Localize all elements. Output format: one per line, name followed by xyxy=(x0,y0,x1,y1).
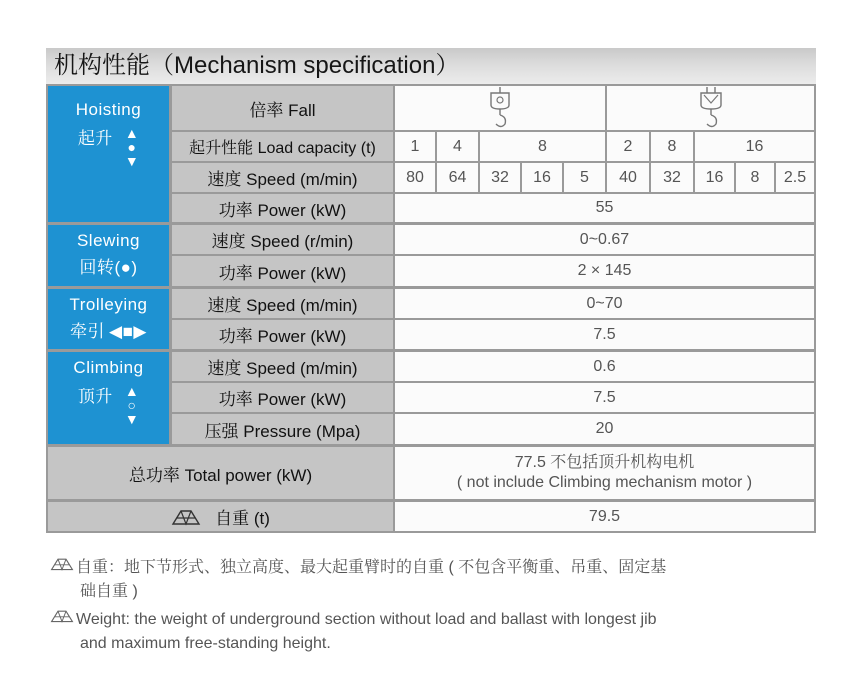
page-title: 机构性能（Mechanism specification） xyxy=(46,48,816,84)
row-label-hoist-speed: 速度 Speed (m/min) xyxy=(172,163,393,192)
slewing-symbol-icon: (●) xyxy=(114,258,138,277)
row-label-climb-power: 功率 Power (kW) xyxy=(172,383,393,412)
category-slewing xyxy=(48,225,169,286)
trolley-power-value: 7.5 xyxy=(395,320,814,349)
category-climbing-en: Climbing xyxy=(73,358,144,377)
category-trolleying-en: Trolleying xyxy=(69,295,148,314)
hoist-speed-cell: 16 xyxy=(695,163,734,192)
row-label-climb-speed: 速度 Speed (m/min) xyxy=(172,352,393,381)
footnote-zh-line2: 础自重 ) xyxy=(80,583,138,601)
load-capacity-cell: 1 xyxy=(395,132,435,161)
load-capacity-cell: 4 xyxy=(437,132,478,161)
double-hook-block-icon xyxy=(696,87,726,129)
category-hoisting-en: Hoisting xyxy=(75,100,142,119)
category-trolleying-zh: 牵引 xyxy=(70,322,106,341)
tower-crane-weight-icon xyxy=(50,556,76,580)
total-power-line2: ( not include Climbing mechanism motor ) xyxy=(456,474,753,491)
tower-crane-weight-icon xyxy=(50,608,76,632)
climb-power-value: 7.5 xyxy=(395,383,814,412)
trolley-speed-value: 0~70 xyxy=(395,289,814,318)
row-label-trolley-speed: 速度 Speed (m/min) xyxy=(172,289,393,318)
category-climbing-zh: 顶升 xyxy=(77,387,113,406)
single-hook-block-icon xyxy=(485,87,515,129)
circle-icon: ○ xyxy=(127,397,137,413)
fall-double-cell xyxy=(607,86,814,130)
hoist-speed-cell: 64 xyxy=(437,163,478,192)
total-power-value xyxy=(395,447,814,499)
hoist-speed-cell: 2.5 xyxy=(776,163,814,192)
trolley-symbol-icon: ◀■▶ xyxy=(109,322,147,341)
down-arrow-icon: ▼ xyxy=(124,411,140,427)
self-weight-label-text: 自重 (t) xyxy=(215,509,270,528)
footnote-en xyxy=(50,608,830,656)
total-power-line1: 77.5 不包括顶升机构电机 xyxy=(514,454,695,471)
slew-speed-value: 0~0.67 xyxy=(395,225,814,254)
climbing-symbol xyxy=(125,384,139,426)
slew-power-value: 2 × 145 xyxy=(395,256,814,286)
row-label-hoist-power: 功率 Power (kW) xyxy=(172,194,393,222)
footnote-zh-line1: 自重：地下节形式、独立高度、最大起重臂时的自重 ( 不包含平衡重、吊重、固定基 xyxy=(76,559,667,577)
hoist-speed-cell: 8 xyxy=(736,163,774,192)
hoist-speed-cell: 80 xyxy=(395,163,435,192)
category-hoisting-zh: 起升 xyxy=(77,129,113,148)
tower-crane-weight-icon xyxy=(171,508,201,526)
category-trolleying xyxy=(48,289,169,349)
mechanism-spec-table xyxy=(46,84,816,533)
fall-single-cell xyxy=(395,86,605,130)
category-hoisting xyxy=(48,86,169,222)
category-slewing-en: Slewing xyxy=(76,231,141,250)
row-label-slew-power: 功率 Power (kW) xyxy=(172,256,393,286)
category-slewing-zh: 回转 xyxy=(79,258,115,277)
row-label-slew-speed: 速度 Speed (r/min) xyxy=(172,225,393,254)
footnote-en-line1: Weight: the weight of underground section without load and ballast with longest jib xyxy=(76,611,657,629)
hoist-speed-cell: 32 xyxy=(480,163,520,192)
hoisting-symbol xyxy=(125,126,139,168)
row-label-self-weight xyxy=(48,502,393,531)
load-capacity-cell: 2 xyxy=(607,132,649,161)
hoist-speed-cell: 40 xyxy=(607,163,649,192)
dot-icon: ● xyxy=(127,139,137,155)
load-capacity-cell: 8 xyxy=(480,132,605,161)
hoist-speed-cell: 32 xyxy=(651,163,693,192)
row-label-trolley-power: 功率 Power (kW) xyxy=(172,320,393,349)
load-capacity-cell: 8 xyxy=(651,132,693,161)
row-label-total-power: 总功率 Total power (kW) xyxy=(48,447,393,499)
hoist-speed-cell: 16 xyxy=(522,163,562,192)
footnote-zh xyxy=(50,556,830,604)
row-label-load-capacity: 起升性能 Load capacity (t) xyxy=(172,132,393,161)
hoist-power-value: 55 xyxy=(395,194,814,222)
down-arrow-icon: ▼ xyxy=(124,153,140,169)
up-arrow-icon: ▲ xyxy=(124,125,140,141)
row-label-fall: 倍率 Fall xyxy=(172,86,393,130)
load-capacity-cell: 16 xyxy=(695,132,814,161)
hoist-speed-cell: 5 xyxy=(564,163,605,192)
footnote-en-line2: and maximum free-standing height. xyxy=(80,635,331,653)
climb-pressure-value: 20 xyxy=(395,414,814,444)
climb-speed-value: 0.6 xyxy=(395,352,814,381)
category-climbing xyxy=(48,352,169,444)
self-weight-value: 79.5 xyxy=(395,502,814,531)
row-label-climb-pressure: 压强 Pressure (Mpa) xyxy=(172,414,393,444)
up-arrow-icon: ▲ xyxy=(124,383,140,399)
